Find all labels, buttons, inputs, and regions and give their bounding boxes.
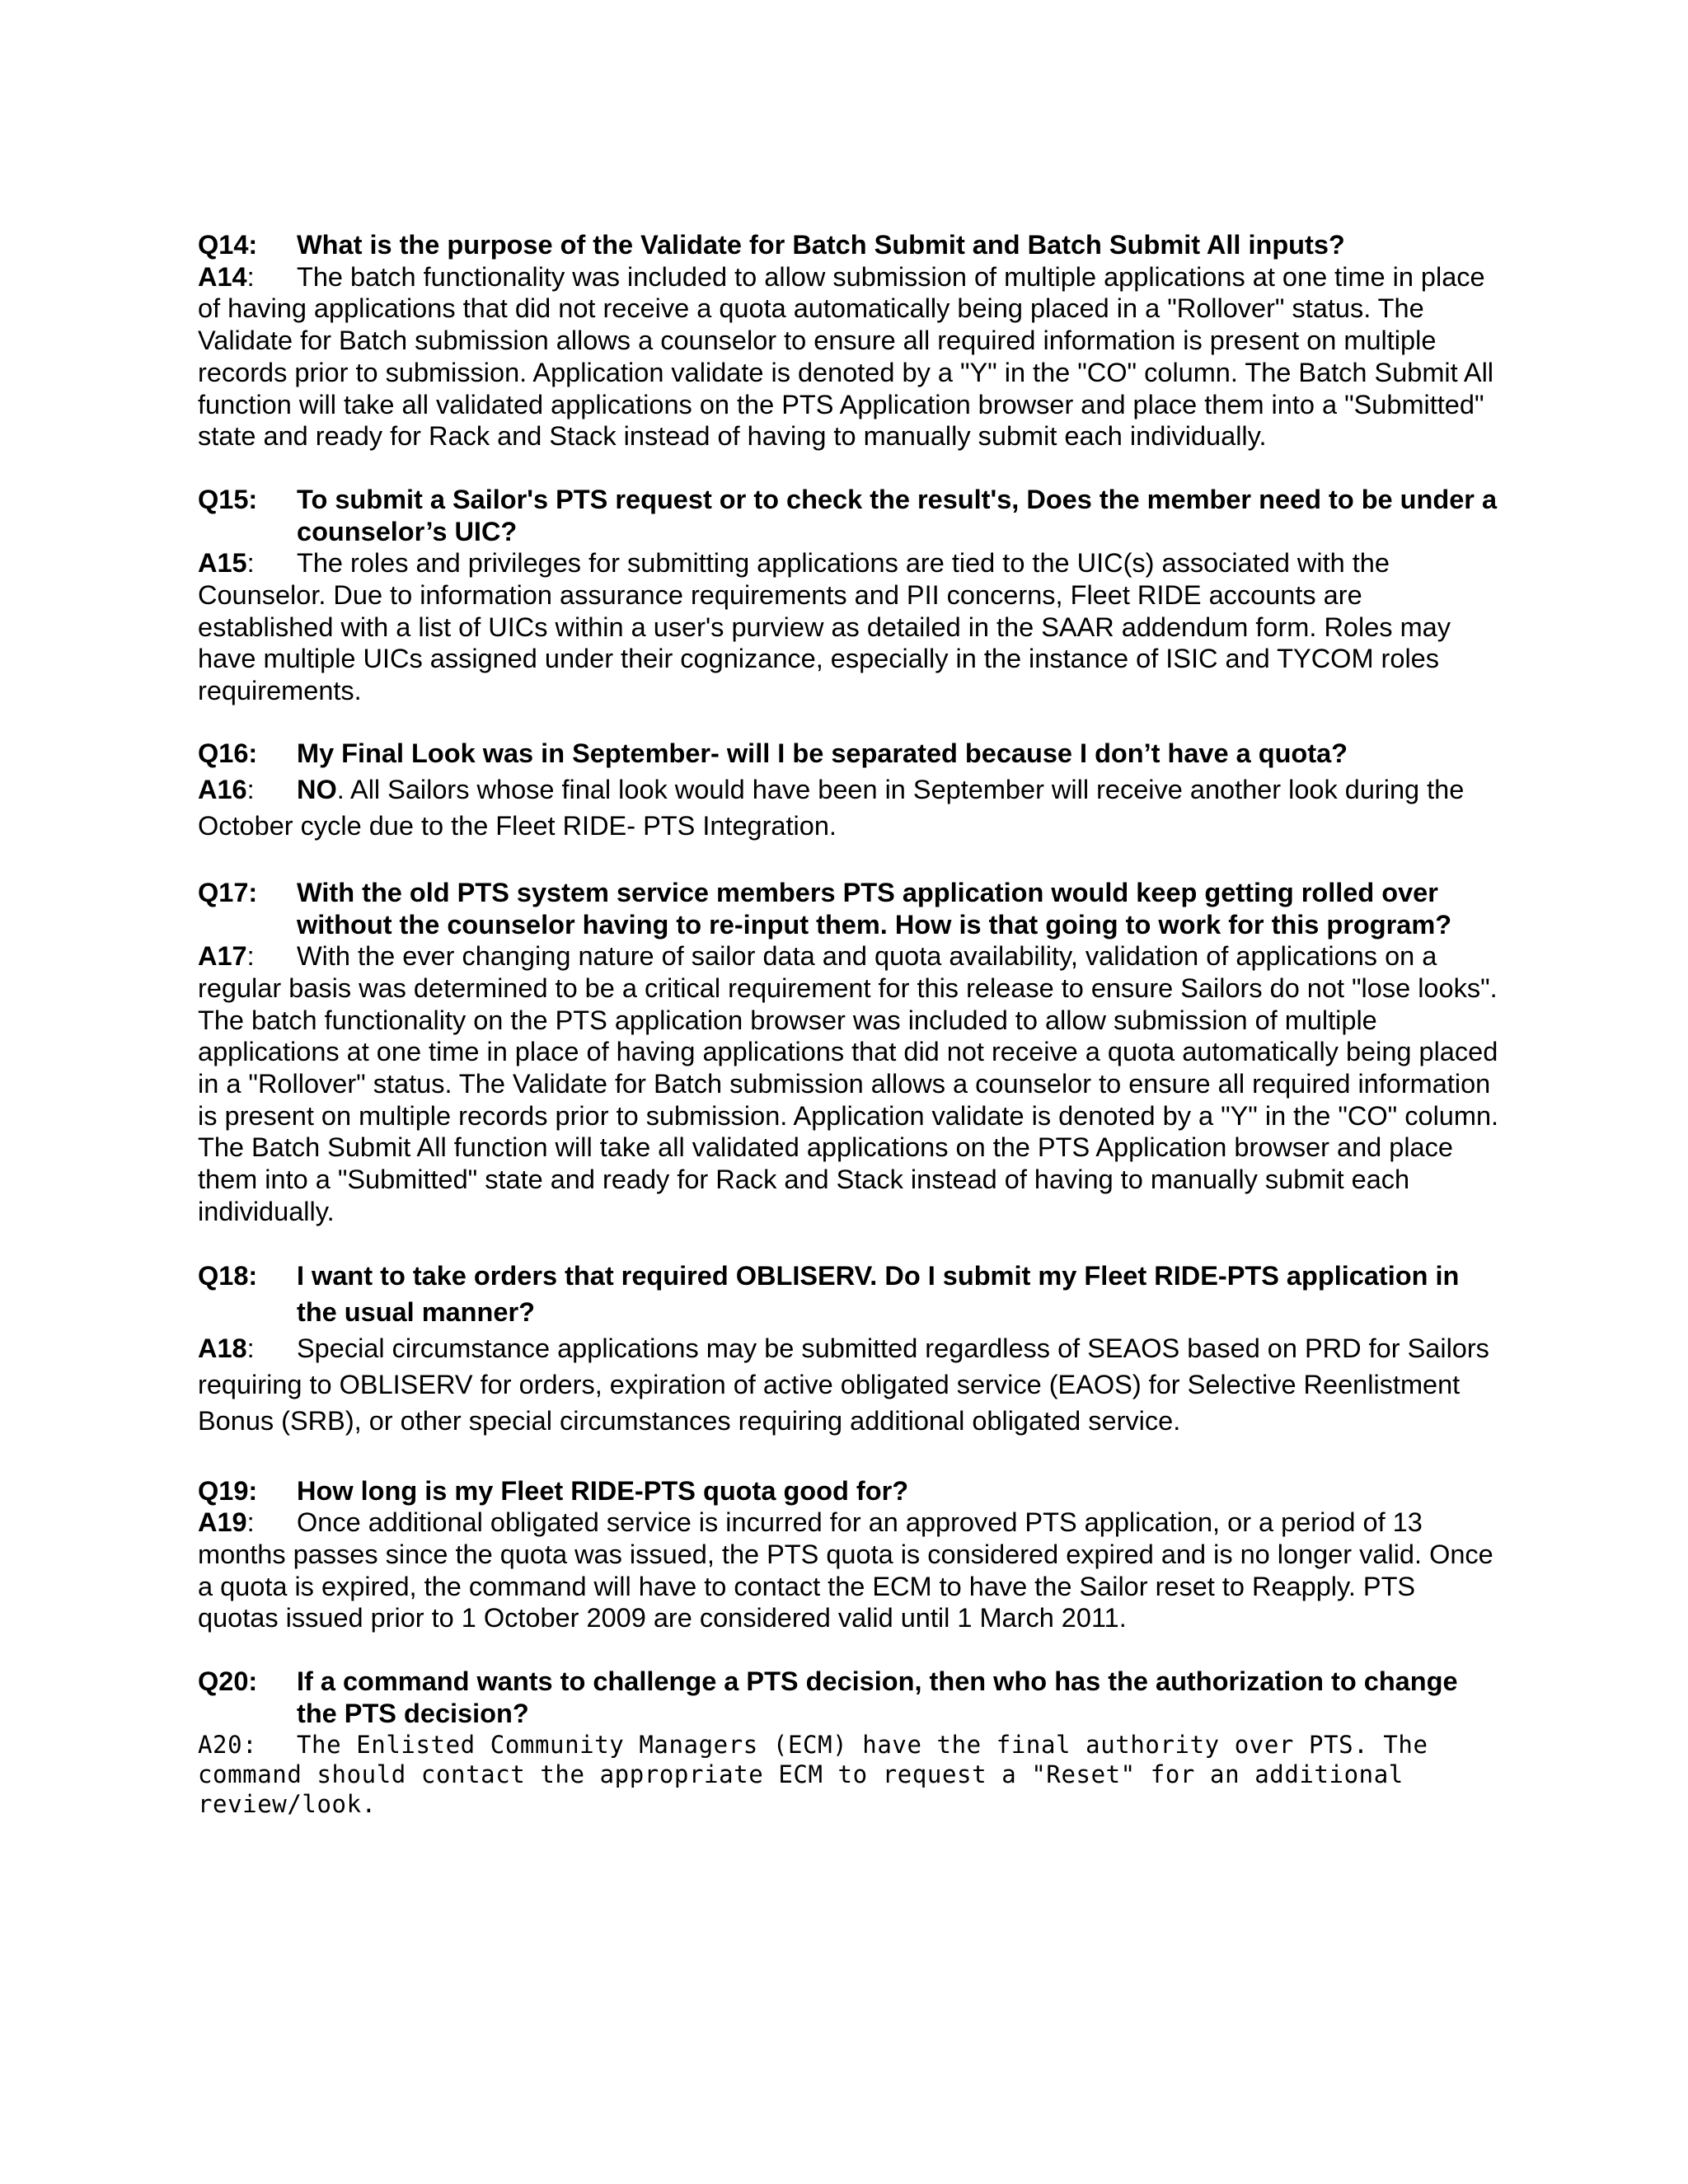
- answer-text: The roles and privileges for submitting applications are tied to the UIC(s) associated with the Counselor. Due to information assurance requirements and PII concerns, Fleet RIDE accounts are established with a list of UICs within a user's purview as detailed in the SAAR addendum form. Roles may have multiple UICs assigned under their cognizance, especially in the instance of ISIC and TYCOM roles requirements.: [198, 548, 1451, 706]
- question-label: Q17:: [198, 877, 258, 907]
- faq-content: [198, 229, 1500, 1819]
- question: [198, 1258, 1500, 1330]
- question-text: How long is my Fleet RIDE-PTS quota good for?: [297, 1475, 909, 1506]
- answer: A18: Special circumstance applications may be submitted regardless of SEAOS based on PRD for Sailors requiring to OBLISERV for orders, expiration of active obligated service (EAOS) for Selective Reenlistment Bonus (SRB), or other special circumstances requiring additional obligated service.: [198, 1333, 1489, 1436]
- answer: A19: Once additional obligated service is incurred for an approved PTS application, or a period of 13 months passes since the quota was issued, the PTS quota is considered expired and is no longer valid. Once a quota is expired, the command will have to contact the ECM to have the Sailor reset to Reapply. PTS quotas issued prior to 1 October 2009 are considered valid until 1 March 2011.: [198, 1507, 1493, 1633]
- answer-text: Once additional obligated service is incurred for an approved PTS application, or a period of 13 months passes since the quota was issued, the PTS quota is considered expired and is no longer valid. Once a quota is expired, the command will have to contact the ECM to have the Sailor reset to Reapply. PTS quotas issued prior to 1 October 2009 are considered valid until 1 March 2011.: [198, 1507, 1493, 1633]
- answer-text: With the ever changing nature of sailor data and quota availability, validation of applications on a regular basis was determined to be a critical requirement for this release to ensure Sailors do not "lose looks". The batch functionality on the PTS application browser was included to allow submission of multiple applications at one time in place of having applications that did not receive a quota automatically being placed in a "Rollover" status. The Validate for Batch submission allows a counselor to ensure all required information is present on multiple records prior to submission. Application validate is denoted by a "Y" in the "CO" column. The Batch Submit All function will take all validated applications on the PTS Application browser and place them into a "Submitted" state and ready for Rack and Stack instead of having to manually submit each individually.: [198, 941, 1499, 1226]
- faq-item-q16: [198, 735, 1500, 844]
- answer-text: Special circumstance applications may be submitted regardless of SEAOS based on PRD for Sailors requiring to OBLISERV for orders, expiration of active obligated service (EAOS) for Selective Reenlistment Bonus (SRB), or other special circumstances requiring additional obligated service.: [198, 1333, 1489, 1436]
- answer: [198, 1730, 1500, 1819]
- question-text: With the old PTS system service members PTS application would keep getting rolled over without the counselor having to re-input them. How is that going to work for this program?: [297, 877, 1452, 940]
- answer: A17: With the ever changing nature of sailor data and quota availability, validation of applications on a regular basis was determined to be a critical requirement for this release to ensure Sailors do not "lose looks". The batch functionality on the PTS application browser was included to allow submission of multiple applications at one time in place of having applications that did not receive a quota automatically being placed in a "Rollover" status. The Validate for Batch submission allows a counselor to ensure all required information is present on multiple records prior to submission. Application validate is denoted by a "Y" in the "CO" column. The Batch Submit All function will take all validated applications on the PTS Application browser and place them into a "Submitted" state and ready for Rack and Stack instead of having to manually submit each individually.: [198, 941, 1499, 1226]
- question-label: Q15:: [198, 484, 258, 514]
- answer-label: A19: [198, 1507, 247, 1538]
- question: [198, 1666, 1500, 1729]
- answer-text: The batch functionality was included to allow submission of multiple applications at one time in place of having applications that did not receive a quota automatically being placed in a "Rollover" status. The Validate for Batch submission allows a counselor to ensure all required information is present on multiple records prior to submission. Application validate is denoted by a "Y" in the "CO" column. The Batch Submit All function will take all validated applications on the PTS Application browser and place them into a "Submitted" state and ready for Rack and Stack instead of having to manually submit each individually.: [198, 261, 1494, 452]
- answer-label: A20:: [198, 1730, 258, 1759]
- faq-item-q18: [198, 1258, 1500, 1439]
- question-text: I want to take orders that required OBLISERV. Do I submit my Fleet RIDE-PTS application in the usual manner?: [297, 1260, 1460, 1327]
- faq-item-q19: [198, 1475, 1500, 1635]
- question: [198, 735, 1500, 771]
- answer: A14: The batch functionality was included to allow submission of multiple applications at one time in place of having applications that did not receive a quota automatically being placed in a "Rollover" status. The Validate for Batch submission allows a counselor to ensure all required information is present on multiple records prior to submission. Application validate is denoted by a "Y" in the "CO" column. The Batch Submit All function will take all validated applications on the PTS Application browser and place them into a "Submitted" state and ready for Rack and Stack instead of having to manually submit each individually.: [198, 261, 1494, 452]
- answer-emphasis: NO: [297, 774, 337, 804]
- question-label: Q18:: [198, 1260, 258, 1291]
- question-text: To submit a Sailor's PTS request or to check the result's, Does the member need to be under a counselor’s UIC?: [297, 484, 1498, 546]
- answer-label: A17: [198, 941, 247, 972]
- question: [198, 1475, 1500, 1507]
- faq-item-q15: [198, 484, 1500, 707]
- answer: A15: The roles and privileges for submitting applications are tied to the UIC(s) associated with the Counselor. Due to information assurance requirements and PII concerns, Fleet RIDE accounts are established with a list of UICs within a user's purview as detailed in the SAAR addendum form. Roles may have multiple UICs assigned under their cognizance, especially in the instance of ISIC and TYCOM roles requirements.: [198, 548, 1451, 706]
- question-text: What is the purpose of the Validate for Batch Submit and Batch Submit All inputs?: [297, 230, 1345, 260]
- question-label: Q16:: [198, 738, 258, 768]
- faq-item-q17: [198, 877, 1500, 1228]
- answer-text: The Enlisted Community Managers (ECM) have the final authority over PTS. The command should contact the appropriate ECM to request a "Reset" for an additional review/look.: [198, 1730, 1428, 1818]
- question: [198, 484, 1500, 547]
- question-label: Q19:: [198, 1475, 258, 1506]
- faq-item-q14: [198, 229, 1500, 452]
- answer-label: A16: [198, 774, 247, 804]
- faq-item-q20: [198, 1666, 1500, 1818]
- question-label: Q14:: [198, 230, 258, 260]
- answer-text: . All Sailors whose final look would have been in September will receive another look during the October cycle due to the Fleet RIDE- PTS Integration.: [198, 774, 1465, 841]
- question: [198, 877, 1500, 940]
- question-text: If a command wants to challenge a PTS decision, then who has the authorization to change the PTS decision?: [297, 1666, 1458, 1728]
- answer: A16: NO. All Sailors whose final look would have been in September will receive another look during the October cycle due to the Fleet RIDE- PTS Integration.: [198, 774, 1465, 841]
- question-label: Q20:: [198, 1666, 258, 1697]
- question-text: My Final Look was in September- will I be separated because I don’t have a quota?: [297, 738, 1348, 768]
- question: [198, 229, 1500, 261]
- answer-label: A18: [198, 1333, 247, 1363]
- answer-label: A14: [198, 261, 247, 292]
- answer-label: A15: [198, 548, 247, 579]
